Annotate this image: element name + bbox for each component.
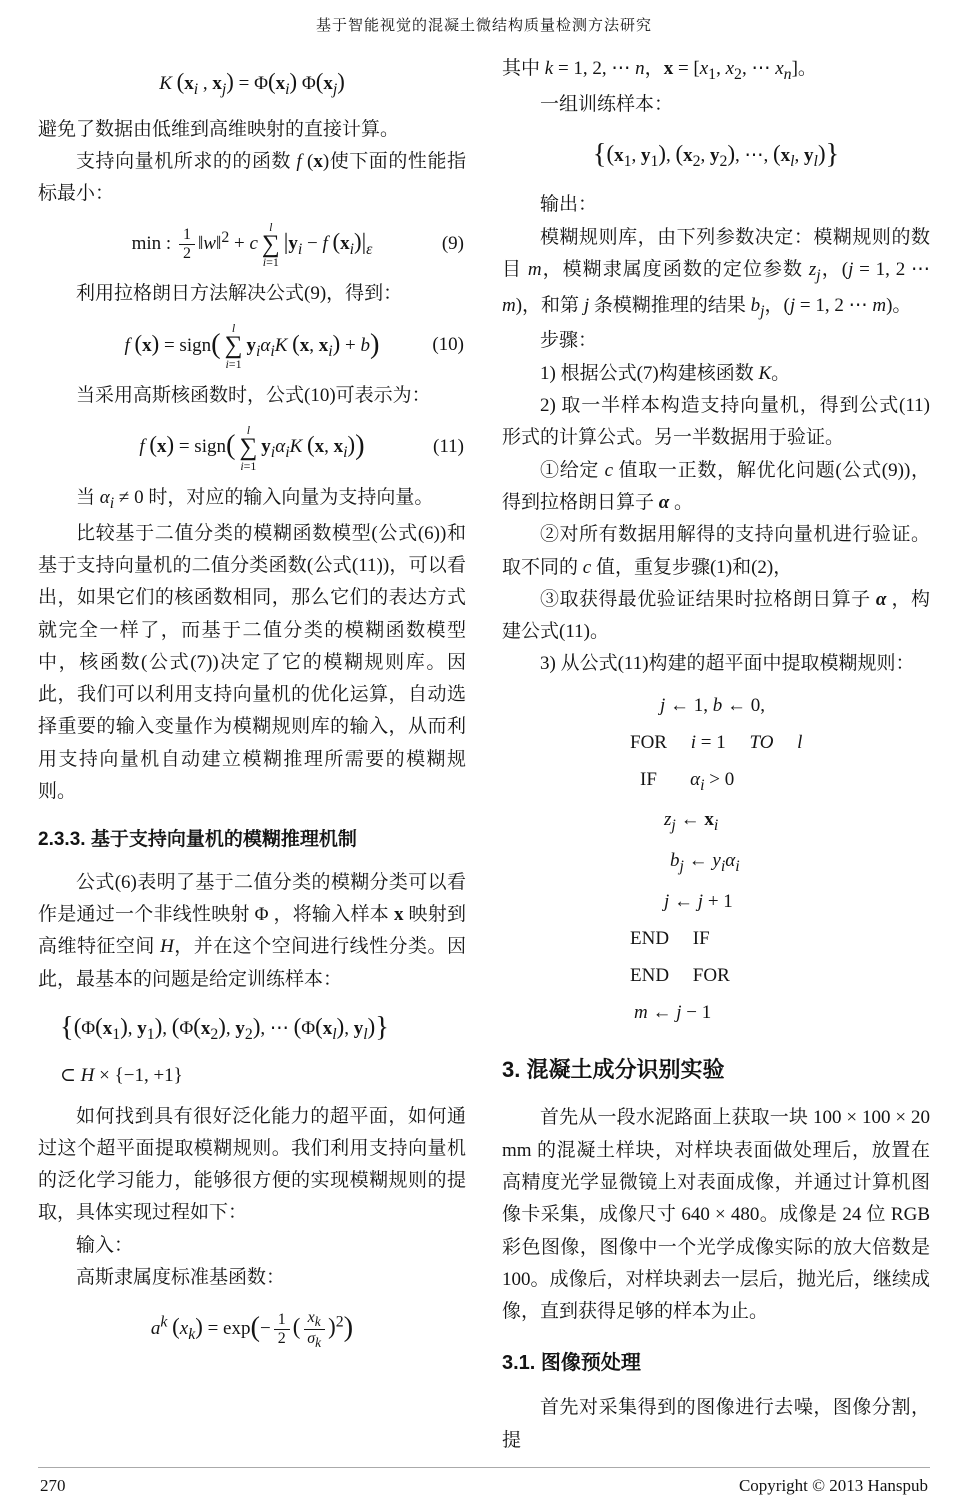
paragraph-output-label: 输出：: [540, 194, 598, 216]
running-header-title: 基于智能视觉的混凝土微结构质量检测方法研究: [315, 18, 652, 34]
pseudocode-line: j ← 1, b ← 0,: [660, 694, 766, 716]
paragraph-where-k: 其中 k = 1, 2, ⋯ n，$x = [x_1$, $x_2$, ⋯ $x_n$]。: [502, 58, 817, 83]
page-number: 270: [40, 1476, 66, 1496]
paragraph-compare-models: 比较基于二值分类的模糊函数模型(公式(6))和基于支持向量机的二值分类函数(公式(11))，可以看出，如果它们的核函数相同，那么它们的表达方式就完全一样了，而基于二值分类的模糊函数模型中，核函数(公式(7))决定了它的模糊规则库。因此，我们可以利用支持向量机的优化运算，自动选择重要的输入变量作为模糊规则库的输入，从而利用支持向量机自动建立模糊推理所需要的模糊规则。: [38, 522, 466, 803]
paragraph-substep-1: ①给定 c 值取一正数，解优化问题(公式(9))，得到拉格朗日算子 α 。: [502, 459, 930, 513]
heading-2-3-3: 2.3.3. 基于支持向量机的模糊推理机制: [38, 829, 357, 851]
paragraph-gaussian-kernel: 当采用高斯核函数时，公式(10)可表示为：: [76, 385, 431, 407]
paragraph-hyperplane: 如何找到具有很好泛化能力的超平面，如何通过这个超平面提取模糊规则。我们利用支持向量机的泛化学习能力，能够很方便的实现模糊规则的提取，具体实现过程如下：: [38, 1105, 466, 1224]
paragraph-svm-objective: 支持向量机所求的的函数 f (x)使下面的性能指标最小：: [38, 151, 467, 205]
pseudocode-line: IF $\alpha_i > 0$: [640, 768, 735, 794]
formula-training-set-line1: {($\Phi(x_1)$, $y_1$), ($\Phi(x_2)$, $y_2$), ⋯ ($\Phi(x_l)$, $y_l$)}: [60, 1011, 389, 1043]
paragraph-preprocessing: 首先对采集得到的图像进行去噪，图像分割，提: [502, 1397, 930, 1451]
paragraph-substep-2: ②对所有数据用解得的支持向量机进行验证。取不同的 c 值，重复步骤(1)和(2)，: [502, 524, 930, 578]
paragraph-substep-3: ③取获得最优验证结果时拉格朗日算子 α ，构建公式(11)。: [502, 588, 930, 643]
equation-number-11: (11): [433, 436, 464, 458]
pseudocode-line: END IF: [630, 927, 710, 949]
pseudocode-line: m ← j − 1: [634, 1001, 712, 1023]
paragraph-gaussian-membership: 高斯隶属度标准基函数：: [76, 1267, 286, 1289]
formula-gaussian-membership: $a^k$ $(x_k) = \exp(-$ $\frac{1}{2}$ ( $\frac{x_k}{\sigma_k}$ )$^2$): [150, 1308, 354, 1351]
paragraph-steps-label: 步骤：: [540, 330, 598, 352]
right-column: [502, 53, 930, 1457]
paragraph-step-2: 2) 取一半样本构造支持向量机，得到公式(11)形式的计算公式。另一半数据用于验证。: [502, 395, 930, 449]
heading-3-1: 3.1. 图像预处理: [502, 1352, 641, 1375]
pseudocode-line: j ← j + 1: [664, 890, 733, 912]
page-footer: [38, 1467, 930, 1510]
formula-10: [38, 321, 466, 371]
formula-training-set-line2: ⊂ H × {−1, +1}: [60, 1065, 183, 1087]
pseudocode-line: END FOR: [630, 964, 730, 986]
paragraph-step-3: 3) 从公式(11)构建的超平面中提取模糊规则：: [540, 653, 915, 675]
paragraph-rulebase-params: 模糊规则库，由下列参数决定：模糊规则的数目 m，模糊隶属度函数的定位参数 $z_j$，(j = 1, 2 ⋯ m)，和第 j 条模糊推理的结果 $b_j$，(j = 1, 2 ⋯ m)。: [502, 226, 930, 320]
paragraph-avoid-mapping: 避免了数据由低维到高维映射的直接计算。: [38, 118, 400, 140]
pseudocode-block: [502, 687, 930, 1031]
pseudocode-line: $b_j$ ← $y_i\alpha_i$: [670, 850, 740, 875]
formula-11-body: f (x) = sign( l ∑ i=1 $y_i\alpha_iK$ (x, $x_i$)): [139, 423, 365, 473]
paragraph-training-samples-label: 一组训练样本：: [540, 93, 674, 115]
page-body: [38, 53, 930, 1457]
formula-11: [38, 422, 466, 472]
equation-number-9: (9): [441, 233, 464, 255]
pseudocode-line: FOR i = 1 TO l: [630, 731, 803, 753]
paragraph-input-label: 输入：: [76, 1234, 134, 1256]
left-column: [38, 53, 466, 1457]
copyright-notice: Copyright © 2013 Hanspub: [738, 1476, 928, 1496]
paragraph-experiment-setup: 首先从一段水泥路面上获取一块 100 × 100 × 20 mm 的混凝土样块，对样块表面做处理后，放置在高精度光学显微镜上对表面成像，并通过计算机图像卡采集，成像尺寸 640 × 480。成像是 24 位 RGB 彩色图像，图像中一个光学成像实际的放大倍数是 100。成像后，对样块剥去一层后，抛光后，继续成像，直到获得足够的样本为止。: [502, 1107, 930, 1323]
paragraph-formula6-explain: 公式(6)表明了基于二值分类的模糊分类可以看作是通过一个非线性映射 Φ ，将输入样本 x 映射到高维特征空间 H，并在这个空间进行线性分类。因此，最基本的问题是给定训练样本：: [38, 871, 466, 990]
formula-kernel: K ($x_i$ , $x_j) = \Phi(x_i)$ $\Phi(x_j)$: [159, 69, 345, 98]
formula-9-body: min : $\frac{1}{2}$ ‖w‖$^2$ + c l ∑ i=1 $|y_i - f$ $(x_i)|_\varepsilon$: [131, 219, 373, 270]
formula-10-body: f (x) = sign( l ∑ i=1 $y_i\alpha_iK$ (x, $x_i) + b$): [124, 321, 380, 372]
paragraph-support-vector: 当 $\alpha_i \ne 0$ 时，对应的输入向量为支持向量。: [76, 486, 434, 512]
pseudocode-line: $z_j$ ← $x_i$: [664, 809, 719, 835]
paragraph-step-1: 1) 根据公式(7)构建核函数 K。: [540, 362, 791, 384]
equation-number-10: (10): [432, 334, 464, 356]
formula-9: [38, 221, 466, 269]
heading-section-3: 3. 混凝土成分识别实验: [502, 1056, 725, 1082]
paragraph-lagrange: 利用拉格朗日方法解决公式(9)，得到：: [76, 283, 403, 305]
formula-sample-set: {($x_1$, $y_1$), ($x_2$, $y_2$), ⋯, ($x_l$, $y_l$)}: [592, 139, 840, 170]
